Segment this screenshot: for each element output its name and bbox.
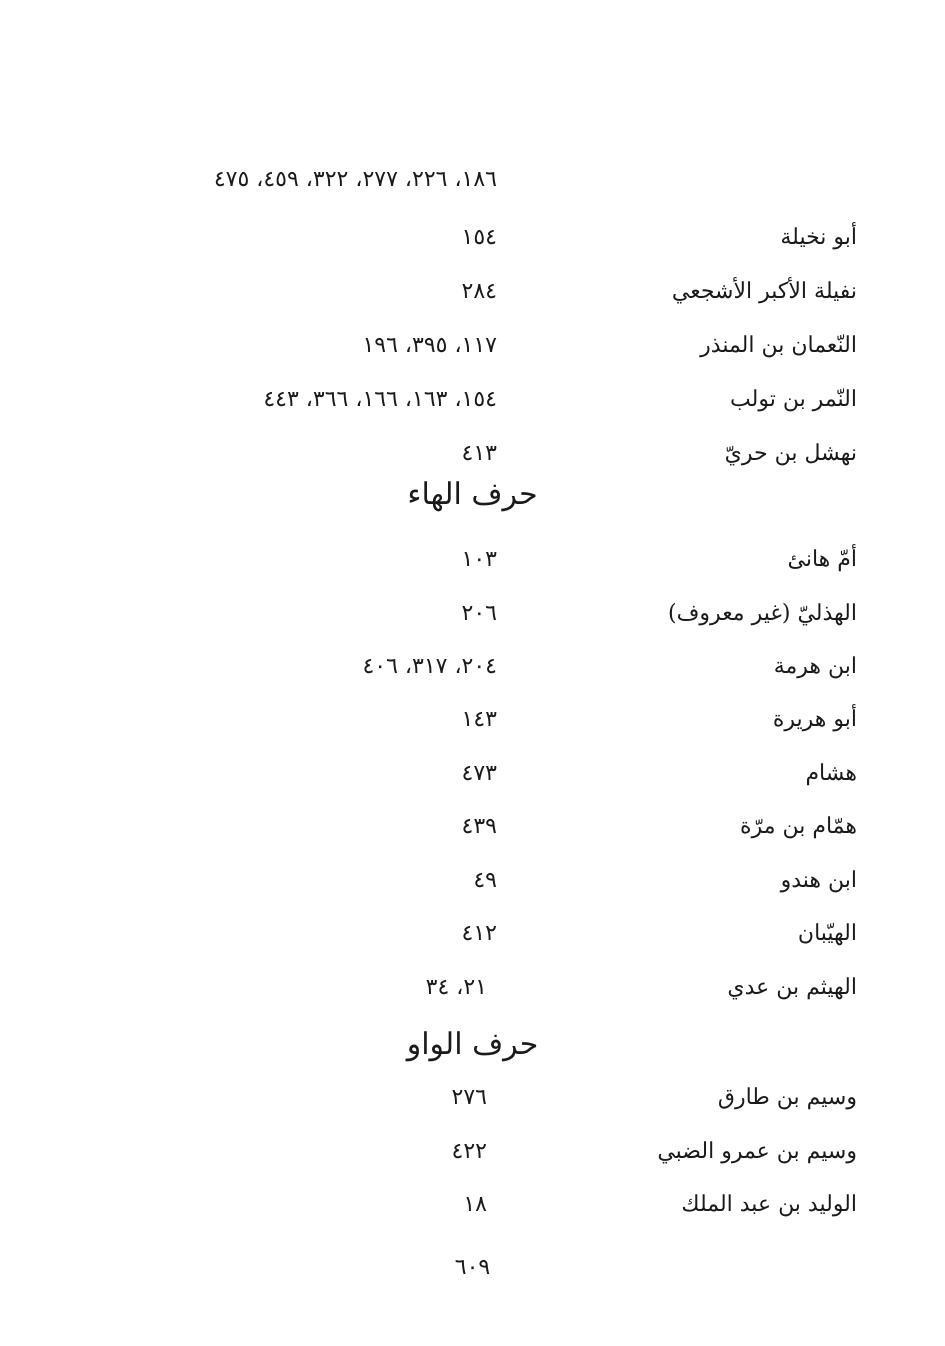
index-entry: [0, 968, 945, 1008]
continuation-row: [0, 160, 945, 200]
page-numbers: ١٤٣: [461, 707, 497, 732]
index-entry: [0, 218, 945, 258]
entry-name: أبو نخيلة: [780, 225, 857, 250]
page-numbers: ٤٧٣: [461, 761, 497, 786]
index-entry: [0, 434, 945, 474]
page-numbers: ٢٠٤، ٣١٧، ٤٠٦: [362, 654, 497, 679]
entry-name: النّمر بن تولب: [730, 387, 857, 412]
page-number-footer: ٦٠٩: [454, 1255, 491, 1280]
section-heading-waw: حرف الواو: [406, 1027, 539, 1062]
index-entry: [0, 700, 945, 740]
page-numbers: ١٥٤: [461, 225, 497, 250]
page-numbers: ١٠٣: [461, 547, 497, 572]
entry-name: الهذليّ (غير معروف): [668, 601, 857, 626]
entry-name: هشام: [805, 761, 857, 786]
page-numbers: ٢٨٤: [461, 279, 497, 304]
page-numbers: ٢١، ٣٤: [425, 975, 487, 1000]
page-numbers: ٢٠٦: [461, 601, 497, 626]
page-numbers: ٤٣٩: [461, 814, 497, 839]
index-entry: [0, 594, 945, 634]
index-entry: [0, 647, 945, 687]
entry-name: وسيم بن عمرو الضبي: [657, 1139, 857, 1164]
index-entry: [0, 1078, 945, 1118]
page-numbers: ١١٧، ٣٩٥، ١٩٦: [362, 333, 497, 358]
index-entry: [0, 380, 945, 420]
page-numbers: ٤١٣: [461, 441, 497, 466]
entry-name: نهشل بن حريّ: [724, 441, 857, 466]
index-entry: [0, 326, 945, 366]
index-entry: [0, 1185, 945, 1225]
entry-name: النّعمان بن المنذر: [700, 333, 857, 358]
entry-name: أبو هريرة: [772, 707, 857, 732]
entry-name: نفيلة الأكبر الأشجعي: [671, 279, 857, 304]
section-heading-ha: حرف الهاء: [407, 477, 538, 512]
index-entry: [0, 807, 945, 847]
entry-name: الهيثم بن عدي: [727, 975, 857, 1000]
index-entry: [0, 1132, 945, 1172]
page-numbers: ٤٩: [473, 868, 497, 893]
index-entry: [0, 272, 945, 312]
entry-name: الهيّبان: [797, 921, 857, 946]
entry-name: ابن هندو: [780, 868, 857, 893]
entry-name: وسيم بن طارق: [717, 1085, 857, 1110]
entry-name: همّام بن مرّة: [740, 814, 857, 839]
index-entry: [0, 540, 945, 580]
page-numbers: ٤١٢: [461, 921, 497, 946]
page-numbers: ٤٢٢: [451, 1139, 487, 1164]
index-entry: [0, 914, 945, 954]
index-entry: [0, 754, 945, 794]
entry-name: أمّ هانئ: [787, 547, 857, 572]
page-numbers: ١٨: [463, 1192, 487, 1217]
entry-name: ابن هرمة: [773, 654, 857, 679]
page-numbers: ٢٧٦: [451, 1085, 487, 1110]
index-entry: [0, 861, 945, 901]
page-numbers: ١٨٦، ٢٢٦، ٢٧٧، ٣٢٢، ٤٥٩، ٤٧٥: [213, 167, 497, 192]
page-numbers: ١٥٤، ١٦٣، ١٦٦، ٣٦٦، ٤٤٣: [263, 387, 497, 412]
entry-name: الوليد بن عبد الملك: [681, 1192, 857, 1217]
